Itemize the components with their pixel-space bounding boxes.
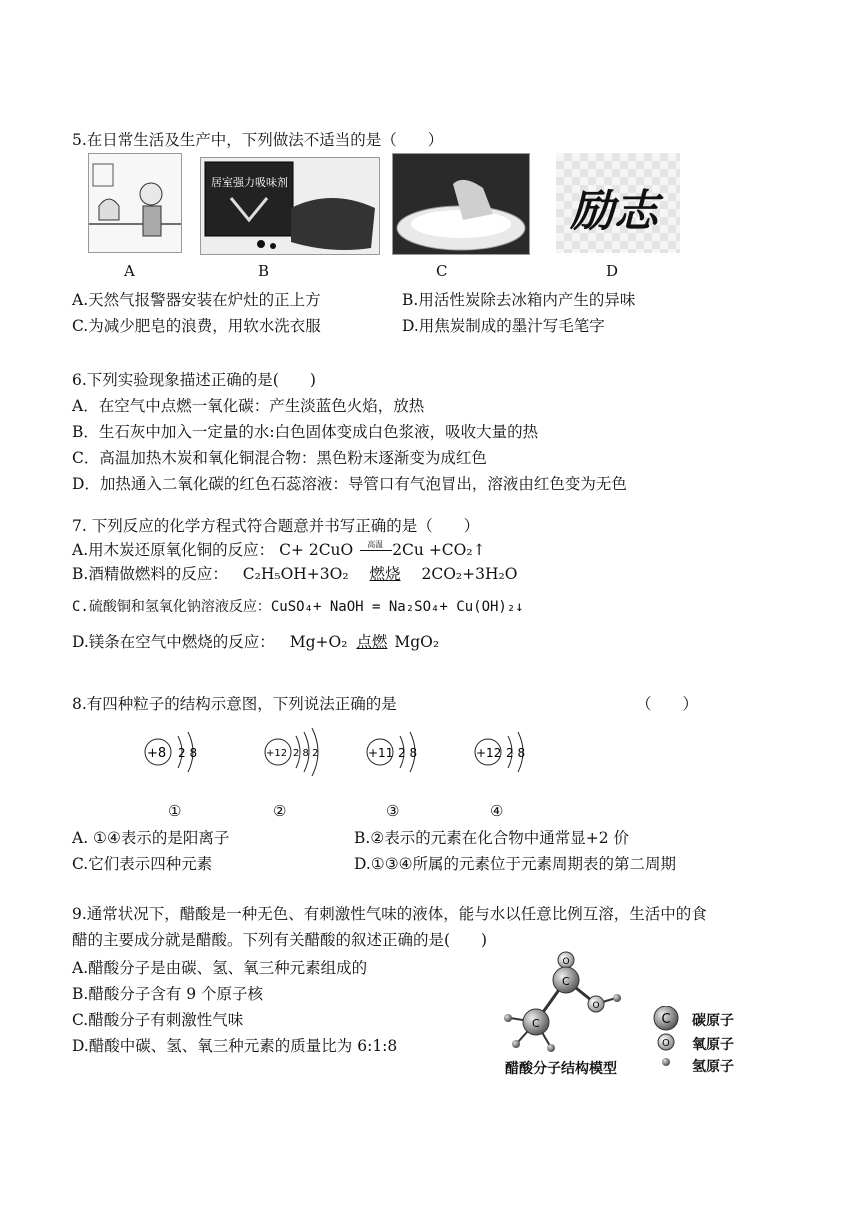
particle-1-shells: 2 8 xyxy=(178,746,198,760)
q8-option-c: C.它们表示四种元素 xyxy=(72,855,213,873)
q5-label-c: C xyxy=(436,262,448,280)
particle-diagrams xyxy=(130,722,590,792)
legend-hydrogen-label: 氢原子 xyxy=(692,1059,734,1075)
legend-oxygen-symbol: O xyxy=(662,1038,670,1049)
q8-option-a: A. ①④表示的是阳离子 xyxy=(72,829,230,847)
q5-option-a: A.天然气报警器安装在炉灶的正上方 xyxy=(72,291,321,309)
model-c1-symbol: C xyxy=(562,975,570,988)
q6-option-c: C．高温加热木炭和氧化铜混合物：黑色粉末逐渐变为成红色 xyxy=(72,449,487,467)
washing-basin-illustration xyxy=(393,154,529,254)
model-legend-icons xyxy=(648,1006,684,1072)
q9-stem-line2: 醋的主要成分就是醋酸。下列有关醋酸的叙述正确的是( ) xyxy=(72,931,488,949)
q7-c-text: C.硫酸铜和氢氧化钠溶液反应：CuSO₄+ NaOH = Na₂SO₄+ Cu(OH)₂↓ xyxy=(72,599,524,615)
q6-option-a: A．在空气中点燃一氧化碳：产生淡蓝色火焰，放热 xyxy=(72,397,425,415)
kitchen-illustration xyxy=(89,154,181,252)
model-caption: 醋酸分子结构模型 xyxy=(505,1061,617,1077)
particle-1-label: ① xyxy=(168,802,182,820)
particle-4-label: ④ xyxy=(490,802,504,820)
q7-b-prefix: B.酒精做燃料的反应： xyxy=(72,565,228,583)
particle-4 xyxy=(475,732,525,772)
q9-option-d: D.醋酸中碳、氢、氧三种元素的质量比为 6:1:8 xyxy=(72,1037,398,1055)
particle-2-nucleus: +12 xyxy=(266,748,288,759)
q5-label-b: B xyxy=(258,262,270,280)
q7-b-products: 2CO₂+3H₂O xyxy=(421,565,518,583)
particle-1-nucleus: +8 xyxy=(147,746,167,761)
q5-label-d: D xyxy=(606,262,619,280)
particle-4-nucleus: +12 xyxy=(476,746,502,760)
q5-option-b: B.用活性炭除去冰箱内产生的异味 xyxy=(402,291,636,309)
q8-option-d: D.①③④所属的元素位于元素周期表的第二周期 xyxy=(354,855,676,873)
q5-image-d xyxy=(556,153,680,253)
q7-stem: 7. 下列反应的化学方程式符合题意并书写正确的是（ ） xyxy=(72,517,480,535)
particle-2-shells: 2 8 2 xyxy=(293,748,319,759)
q7-option-c xyxy=(72,596,524,616)
q7-d-reactants: Mg+O₂ xyxy=(289,633,348,651)
q7-a-arrow xyxy=(358,541,392,559)
q7-option-d xyxy=(72,630,439,652)
deodorant-package-illustration xyxy=(201,158,379,254)
q6-option-d: D．加热通入二氧化碳的红色石蕊溶液：导管口有气泡冒出，溶液由红色变为无色 xyxy=(72,475,627,493)
legend-carbon-symbol: C xyxy=(661,1012,671,1027)
q7-option-a xyxy=(72,538,486,560)
q7-a-reactants: C+ 2CuO xyxy=(279,541,354,559)
q5-option-c: C.为减少肥皂的浪费，用软水洗衣服 xyxy=(72,317,321,335)
particle-3-label: ③ xyxy=(386,802,400,820)
q7-option-b xyxy=(72,562,517,584)
q5-image-a xyxy=(88,153,182,253)
model-o-side-symbol: O xyxy=(592,1001,600,1011)
q5-option-d: D.用焦炭制成的墨汁写毛笔字 xyxy=(402,317,605,335)
particle-3-shells: 2 8 xyxy=(398,746,418,760)
particle-2-label: ② xyxy=(273,802,287,820)
calligraphy-text: 励志 xyxy=(570,186,658,237)
q8-option-b: B.②表示的元素在化合物中通常显+2 价 xyxy=(354,829,629,847)
q5-image-c xyxy=(392,153,530,255)
acetic-acid-model xyxy=(488,948,638,1058)
q7-d-prefix: D.镁条在空气中燃烧的反应： xyxy=(72,633,275,651)
q7-d-condition: 点燃 xyxy=(356,633,388,651)
particle-4-shells: 2 8 xyxy=(506,746,526,760)
q6-stem: 6.下列实验现象描述正确的是( ) xyxy=(72,371,316,389)
particle-2 xyxy=(265,728,318,776)
q7-b-reactants: C₂H₅OH+3O₂ xyxy=(242,565,349,583)
q5-label-a: A xyxy=(124,262,135,280)
legend-carbon-label: 碳原子 xyxy=(692,1013,734,1029)
q7-d-products: MgO₂ xyxy=(394,633,440,651)
q8-stem: 8.有四种粒子的结构示意图，下列说法正确的是 xyxy=(72,695,397,713)
q5-stem: 5.在日常生活及生产中，下列做法不适当的是（ ） xyxy=(72,131,444,149)
q7-a-condition: 高温 xyxy=(367,540,384,549)
legend-oxygen-label: 氧原子 xyxy=(692,1037,734,1053)
q8-paren: （ ） xyxy=(636,695,699,713)
q5-image-b xyxy=(200,157,380,255)
model-c2-symbol: C xyxy=(532,1017,540,1030)
q9-option-a: A.醋酸分子是由碳、氢、氧三种元素组成的 xyxy=(72,959,368,977)
q6-option-b: B．生石灰中加入一定量的水:白色固体变成白色浆液，吸收大量的热 xyxy=(72,423,539,441)
q9-stem-line1: 9.通常状况下，醋酸是一种无色、有刺激性气味的液体，能与水以任意比例互溶，生活中的食 xyxy=(72,905,707,923)
package-text: 居室强力吸味剂 xyxy=(211,176,288,189)
particle-3 xyxy=(367,732,417,772)
particle-3-nucleus: +11 xyxy=(368,746,394,760)
particle-1 xyxy=(145,732,197,772)
q7-a-products: 2Cu +CO₂↑ xyxy=(392,541,486,559)
q9-option-b: B.醋酸分子含有 9 个原子核 xyxy=(72,985,264,1003)
model-o-top-symbol: O xyxy=(562,957,570,967)
q7-a-prefix: A.用木炭还原氧化铜的反应： xyxy=(72,541,275,559)
q9-option-c: C.醋酸分子有刺激性气味 xyxy=(72,1011,244,1029)
q7-b-condition: 燃烧 xyxy=(369,565,401,583)
